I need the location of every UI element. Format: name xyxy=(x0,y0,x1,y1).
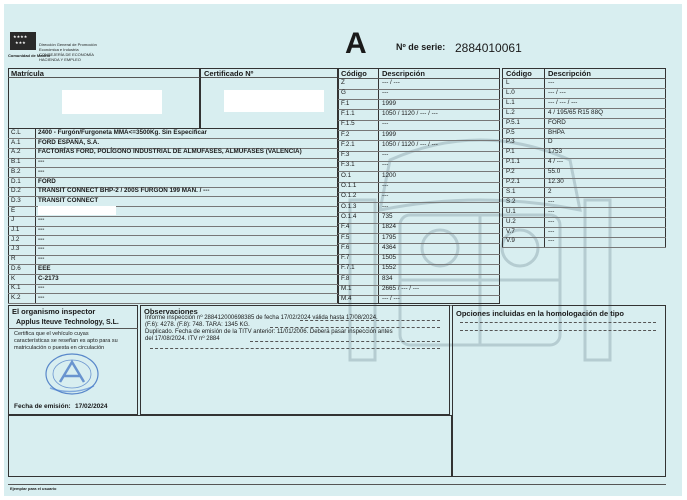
mid-row-code: F.1 xyxy=(341,99,350,107)
mid-row-divider xyxy=(338,99,500,100)
right-row-value: --- xyxy=(548,217,555,225)
mid-row-value: 1200 xyxy=(382,171,397,179)
left-row-code: E xyxy=(11,206,16,214)
left-row-code: K xyxy=(11,274,16,282)
mid-row-divider xyxy=(338,89,500,90)
mid-header-desc: Descripción xyxy=(382,69,425,78)
observaciones-label: Observaciones xyxy=(144,307,198,316)
right-row-divider xyxy=(502,178,666,179)
right-row-divider xyxy=(502,118,666,119)
fecha-emision-value: 17/02/2024 xyxy=(75,403,108,410)
right-row-value: 2 xyxy=(548,187,552,195)
right-row-value: --- xyxy=(548,227,555,235)
right-row-value: --- xyxy=(548,207,555,215)
left-row-code: B.1 xyxy=(11,158,21,166)
left-row-value: --- xyxy=(38,158,45,166)
right-row-code: U.2 xyxy=(506,217,516,225)
mid-row-divider xyxy=(338,243,500,244)
right-row-divider xyxy=(502,168,666,169)
right-row-code: S.2 xyxy=(506,197,516,205)
right-row-code: U.1 xyxy=(506,207,516,215)
left-row-value: FORD xyxy=(38,177,56,185)
right-row-divider xyxy=(502,227,666,228)
right-row-divider xyxy=(502,197,666,198)
mid-row-code: M.1 xyxy=(341,285,352,292)
left-row-divider xyxy=(8,167,338,168)
right-row-divider xyxy=(502,148,666,149)
left-row-code: J.1 xyxy=(11,226,20,233)
mid-row-code: F.6 xyxy=(341,243,350,251)
inspector-stamp-icon xyxy=(44,352,100,396)
madrid-logo-icon: ★★★★ ★★★ xyxy=(10,32,36,50)
left-row-value: --- xyxy=(38,235,45,243)
right-row-divider xyxy=(502,217,666,218)
left-row-code: D.6 xyxy=(11,264,21,272)
mid-row-value: 4364 xyxy=(382,243,397,251)
mid-row-code: O.1.2 xyxy=(341,192,357,200)
mid-row-code: F.1.1 xyxy=(341,109,355,117)
left-row-divider xyxy=(8,264,338,265)
right-row-value: --- xyxy=(548,197,555,205)
mid-row-value: --- / --- xyxy=(382,295,400,303)
inspector-label: El organismo inspector xyxy=(12,307,96,316)
right-row-divider xyxy=(502,138,666,139)
right-row-code: L xyxy=(506,79,510,86)
right-row-value: D xyxy=(548,138,553,146)
mid-row-divider xyxy=(338,161,500,162)
mid-row-divider xyxy=(338,202,500,203)
right-row-divider xyxy=(502,98,666,99)
mid-header-codigo: Código xyxy=(341,69,367,78)
right-row-code: P.1.1 xyxy=(506,158,520,166)
mid-row-code: Z xyxy=(341,79,345,86)
mid-row-value: 1050 / 1120 / --- / --- xyxy=(382,109,438,117)
ejemplar-text: Ejemplar para el usuario xyxy=(10,486,57,491)
mid-row-divider xyxy=(338,254,500,255)
left-row-code: A.2 xyxy=(11,148,21,156)
left-row-divider xyxy=(8,293,338,294)
mid-row-value: 2665 / --- / --- xyxy=(382,285,420,292)
left-row-divider xyxy=(8,245,338,246)
mid-row-code: O.1.3 xyxy=(341,202,357,210)
mid-row-code: F.1.5 xyxy=(341,120,355,128)
mid-row-divider xyxy=(338,264,500,265)
right-row-code: P.1 xyxy=(506,148,515,156)
right-row-code: L.1 xyxy=(506,98,515,106)
vin-redacted xyxy=(38,206,116,215)
category-letter: A xyxy=(345,27,367,60)
department-text: Dirección General de Promoción Económica e Industria CONSEJERÍA DE ECONOMÍA HACIENDA Y EMPLEO xyxy=(39,42,97,62)
matricula-label: Matrícula xyxy=(11,69,44,78)
left-row-value: --- xyxy=(38,293,45,301)
mid-row-value: 1824 xyxy=(382,223,397,231)
left-row-value: TRANSIT CONNECT BHP-2 / 200S FURGON 199 MAN. / --- xyxy=(38,187,210,195)
mid-row-value: --- xyxy=(382,89,389,97)
left-row-value: --- xyxy=(38,245,45,253)
right-row-divider xyxy=(502,237,666,238)
right-row-value: BHPA xyxy=(548,128,565,136)
right-header-codigo: Código xyxy=(506,69,532,78)
mid-row-value: 1505 xyxy=(382,254,397,262)
right-row-value: FORD xyxy=(548,118,566,126)
mid-row-value: --- xyxy=(382,120,389,128)
left-row-divider xyxy=(8,284,338,285)
mid-row-value: 1050 / 1120 / --- / --- xyxy=(382,140,438,148)
left-row-code: R xyxy=(11,255,16,263)
mid-row-divider xyxy=(338,233,500,234)
right-row-divider xyxy=(502,88,666,89)
matricula-redacted xyxy=(62,90,162,114)
mid-row-value: 834 xyxy=(382,274,393,282)
left-row-code: A.1 xyxy=(11,138,21,146)
left-row-value: TRANSIT CONNECT xyxy=(38,196,99,204)
mid-row-code: F.4 xyxy=(341,223,350,231)
mid-row-value: --- xyxy=(382,182,389,189)
left-row-divider xyxy=(8,216,338,217)
mid-row-divider xyxy=(338,182,500,183)
mid-row-value: 1552 xyxy=(382,264,397,272)
mid-row-value: 1999 xyxy=(382,130,397,138)
mid-row-code: F.3.1 xyxy=(341,161,355,169)
mid-row-code: F.7.1 xyxy=(341,264,355,272)
right-row-code: L.2 xyxy=(506,108,515,116)
mid-row-code: F.2.1 xyxy=(341,140,355,148)
right-row-value: --- / --- / --- xyxy=(548,98,578,106)
mid-row-value: --- xyxy=(382,192,389,200)
left-row-value: EEE xyxy=(38,264,51,272)
left-row-divider xyxy=(8,235,338,236)
left-row-divider xyxy=(8,177,338,178)
mid-row-code: F.3 xyxy=(341,151,350,159)
mid-row-value: 1795 xyxy=(382,233,397,241)
mid-row-divider xyxy=(338,223,500,224)
left-row-value: --- xyxy=(38,284,45,292)
mid-row-code: F.7 xyxy=(341,254,350,262)
right-row-divider xyxy=(502,128,666,129)
right-row-code: L.0 xyxy=(506,88,515,96)
left-row-code: J.3 xyxy=(11,245,20,253)
mid-row-value: 1999 xyxy=(382,99,397,107)
fecha-emision-label: Fecha de emisión: xyxy=(14,403,71,410)
left-row-divider xyxy=(8,158,338,159)
left-row-code: K.1 xyxy=(11,284,21,292)
observaciones-text: Informe inspección nº 288412000698385 de fecha 17/02/2024 válida hasta 17/08/2024. (F.6): 4278. (F.8): 748. TARA: 1345 KG. Duplicado. Fecha de emisión de la TITV anterior: 11/01/2006. Deberá pasar inspección antes del 17/08/2024. ITV nº 2884 xyxy=(145,315,393,342)
right-row-code: P.5.1 xyxy=(506,118,520,126)
mid-table xyxy=(338,68,500,304)
right-row-value: --- xyxy=(548,79,555,86)
right-row-code: S.1 xyxy=(506,187,516,195)
mid-row-code: O.1.1 xyxy=(341,182,357,189)
left-row-value: FACTORÍAS FORD, POLÍGONO INDUSTRIAL DE ALMUFASES, ALMUFASES (VALENCIA) xyxy=(38,148,302,156)
mid-row-value: --- xyxy=(382,161,389,169)
left-row-divider xyxy=(8,226,338,227)
right-row-value: --- / --- xyxy=(548,88,566,96)
left-row-value: FORD ESPAÑA, S.A. xyxy=(38,138,100,146)
right-row-code: P.2.1 xyxy=(506,178,520,185)
inspector-name: Applus Iteuve Technology, S.L. xyxy=(16,319,119,326)
right-row-code: V.7 xyxy=(506,227,515,235)
left-row-value: --- xyxy=(38,216,45,224)
left-row-code: J xyxy=(11,216,15,224)
left-row-code: D.2 xyxy=(11,187,21,195)
mid-row-divider xyxy=(338,295,500,296)
mid-row-divider xyxy=(338,171,500,172)
right-row-value: 55.0 xyxy=(548,168,561,176)
mid-row-code: F.8 xyxy=(341,274,350,282)
left-row-value: C-2173 xyxy=(38,274,59,282)
mid-row-divider xyxy=(338,130,500,131)
left-row-code: C.L xyxy=(11,129,21,136)
left-row-divider xyxy=(8,303,338,304)
mid-row-divider xyxy=(338,120,500,121)
bottom-box xyxy=(8,415,452,477)
left-row-divider xyxy=(8,255,338,256)
right-row-value: 12.30 xyxy=(548,178,564,185)
mid-row-value: --- xyxy=(382,151,389,159)
mid-row-divider xyxy=(338,151,500,152)
mid-row-value: 735 xyxy=(382,212,393,220)
mid-row-divider xyxy=(338,192,500,193)
right-row-code: V.9 xyxy=(506,237,515,245)
certificado-label: Certificado Nº xyxy=(204,69,254,78)
left-row-value: 2400 - Furgón/Furgoneta MMA<=3500Kg. Sin Especificar xyxy=(38,129,208,136)
left-row-code: J.2 xyxy=(11,235,20,243)
right-row-divider xyxy=(502,187,666,188)
left-row-value: --- xyxy=(38,255,45,263)
certificado-redacted xyxy=(224,90,324,112)
right-header-desc: Descripción xyxy=(548,69,591,78)
left-row-value: --- xyxy=(38,167,45,175)
right-row-divider xyxy=(502,247,666,248)
mid-row-value: --- / --- xyxy=(382,79,400,86)
mid-row-divider xyxy=(338,212,500,213)
mid-row-code: F.5 xyxy=(341,233,350,241)
left-row-code: D.3 xyxy=(11,196,21,204)
mid-row-code: F.2 xyxy=(341,130,350,138)
right-row-value: --- xyxy=(548,237,555,245)
right-row-divider xyxy=(502,207,666,208)
left-row-code: K.2 xyxy=(11,293,21,301)
mid-row-value: --- xyxy=(382,202,389,210)
left-row-code: B.2 xyxy=(11,167,21,175)
right-row-code: P.5 xyxy=(506,128,515,136)
left-row-code: D.1 xyxy=(11,177,21,185)
right-row-value: 4 / 195/65 R15 88Q xyxy=(548,108,603,116)
serie-label: Nº de serie: xyxy=(396,42,446,52)
right-row-divider xyxy=(502,158,666,159)
inspector-certifica: Certifica que el vehículo cuyas características se reseñan es apto para su matriculación o puesta en circulación xyxy=(14,331,118,351)
region-name: Comunidad de Madrid xyxy=(8,53,50,58)
right-row-code: P.3 xyxy=(506,138,515,146)
opciones-label: Opciones incluidas en la homologación de tipo xyxy=(456,309,624,318)
left-row-value: --- xyxy=(38,226,45,233)
mid-row-divider xyxy=(338,274,500,275)
mid-row-code: M.4 xyxy=(341,295,352,303)
mid-row-code: O.1 xyxy=(341,171,352,179)
right-row-code: P.2 xyxy=(506,168,515,176)
mid-row-code: G xyxy=(341,89,346,97)
serie-number: 2884010061 xyxy=(455,41,522,55)
right-row-value: 4 / --- xyxy=(548,158,564,166)
right-row-value: 1753 xyxy=(548,148,563,156)
mid-row-code: O.1.4 xyxy=(341,212,357,220)
